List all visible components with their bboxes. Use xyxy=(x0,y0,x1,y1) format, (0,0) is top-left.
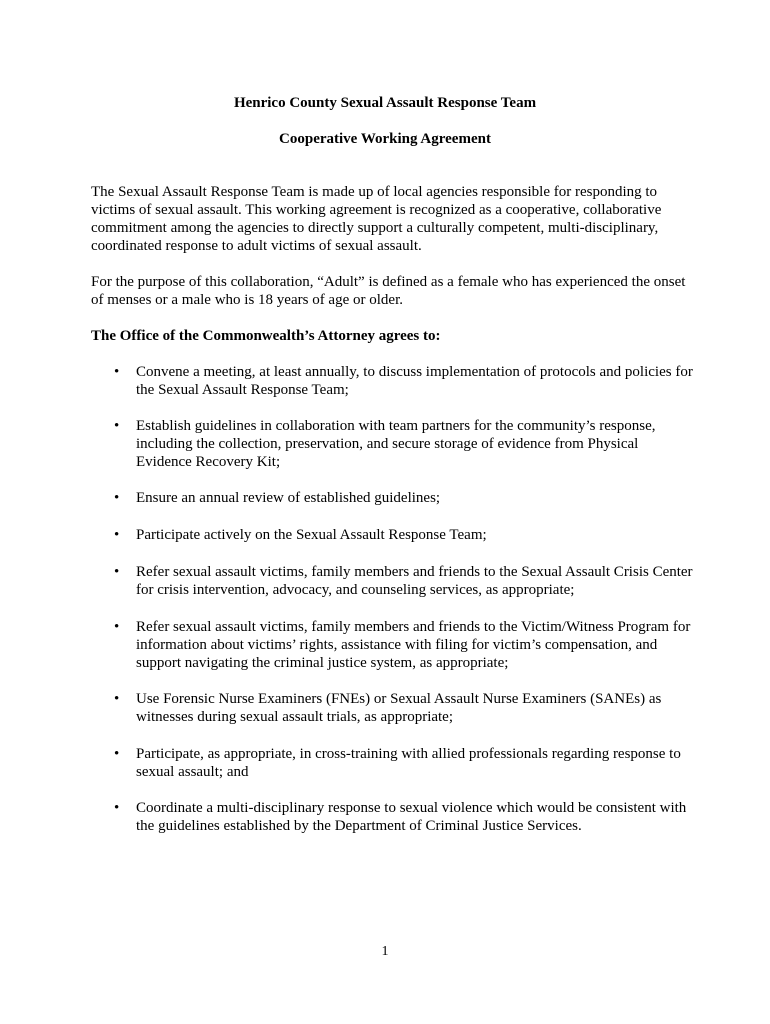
list-item-text: Refer sexual assault victims, family members and friends to the Sexual Assault Crisis Center for crisis intervention, advocacy, and counseling services, as appropriate; xyxy=(136,564,693,598)
intro-paragraph: The Sexual Assault Response Team is made up of local agencies responsible for responding to victims of sexual assault. This working agreement is recognized as a cooperative, collaborative commitment among the agencies to directly support a culturally competent, multi-disciplinary, coordinated response to adult victims of sexual assault. xyxy=(91,184,662,254)
bullet-icon: • xyxy=(114,527,120,543)
bullet-icon: • xyxy=(114,619,120,635)
bullet-icon: • xyxy=(114,364,120,380)
list-item-text: Convene a meeting, at least annually, to discuss implementation of protocols and policies for the Sexual Assault Response Team; xyxy=(136,364,693,398)
bullet-icon: • xyxy=(114,490,120,506)
bullet-icon: • xyxy=(114,691,120,707)
list-item xyxy=(114,745,694,781)
list-item-text: Participate actively on the Sexual Assault Response Team; xyxy=(136,527,487,543)
bullet-icon: • xyxy=(114,746,120,762)
bullet-icon: • xyxy=(114,418,120,434)
list-item xyxy=(114,690,694,726)
list-item xyxy=(114,417,694,471)
definition-paragraph: For the purpose of this collaboration, “Adult” is defined as a female who has experienced the onset of menses or a male who is 18 years of age or older. xyxy=(91,274,686,308)
list-item xyxy=(114,526,694,544)
bullet-icon: • xyxy=(114,800,120,816)
bullet-icon: • xyxy=(114,564,120,580)
list-item xyxy=(114,563,694,599)
list-item xyxy=(114,489,694,507)
document-title: Henrico County Sexual Assault Response Team xyxy=(233,95,537,111)
list-item-text: Ensure an annual review of established guidelines; xyxy=(136,490,441,506)
list-item-text: Coordinate a multi-disciplinary response to sexual violence which would be consistent with the guidelines established by the Department of Criminal Justice Services. xyxy=(136,800,687,834)
list-item xyxy=(114,363,694,399)
section-heading: The Office of the Commonwealth’s Attorney agrees to: xyxy=(91,328,441,344)
list-item-text: Refer sexual assault victims, family members and friends to the Victim/Witness Program for information about victims’ rights, assistance with filing for victim’s compensation, and support navigating the criminal justice system, as appropriate; xyxy=(136,619,691,671)
list-item-text: Participate, as appropriate, in cross-training with allied professionals regarding response to sexual assault; and xyxy=(136,746,681,780)
list-item-text: Use Forensic Nurse Examiners (FNEs) or Sexual Assault Nurse Examiners (SANEs) as witnesses during sexual assault trials, as appropriate; xyxy=(136,691,662,725)
list-item-text: Establish guidelines in collaboration with team partners for the community’s response, including the collection, preservation, and secure storage of evidence from Physical Evidence Recovery Kit; xyxy=(136,418,656,470)
list-item xyxy=(114,618,694,672)
document-subtitle: Cooperative Working Agreement xyxy=(279,131,491,147)
list-item xyxy=(114,799,694,835)
page-number: 1 xyxy=(381,944,389,959)
